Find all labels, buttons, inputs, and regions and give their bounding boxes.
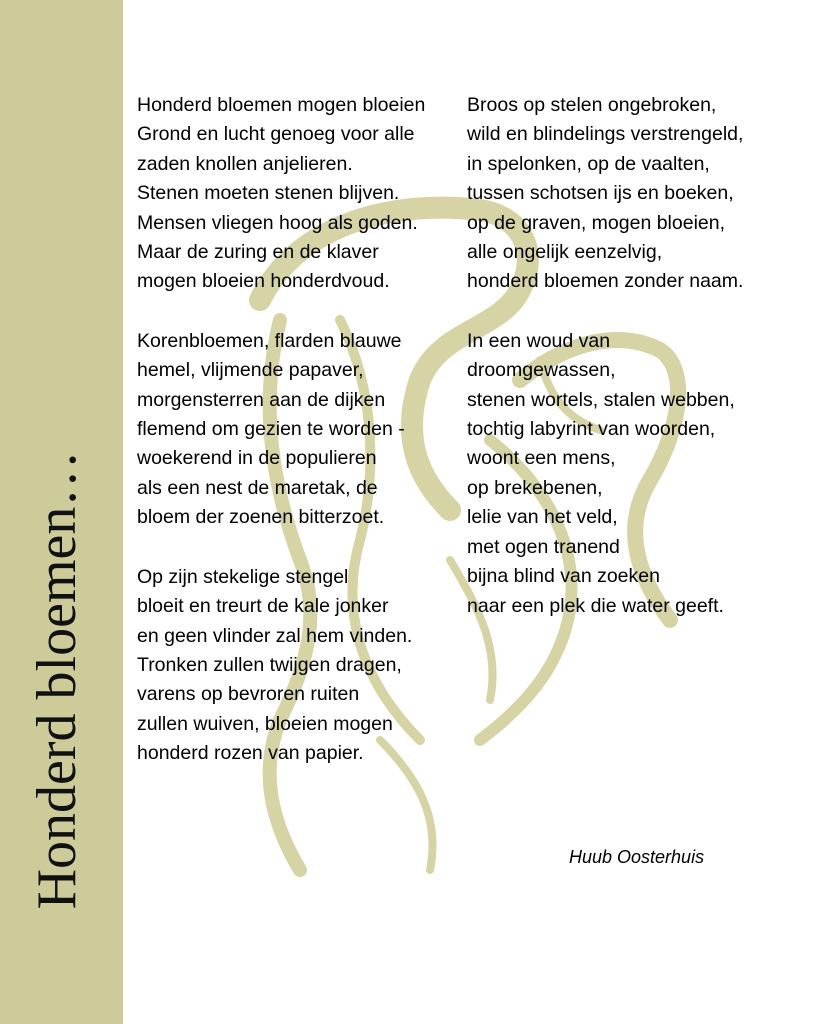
poem-line: en geen vlinder zal hem vinden. — [137, 624, 413, 647]
poem-line: in spelonken, op de vaalten, — [467, 152, 710, 175]
poem-line: op brekebenen, — [467, 476, 603, 499]
stanza — [137, 91, 462, 297]
stanza — [137, 327, 462, 533]
poem-line: Broos op stelen ongebroken, — [467, 94, 717, 116]
poem-line: met ogen tranend — [467, 535, 620, 558]
poem-line: op de graven, mogen bloeien, — [467, 211, 726, 234]
poem-line: bijna blind van zoeken — [467, 565, 660, 588]
poem-line: bloem der zoenen bitterzoet. — [137, 506, 385, 529]
poem-line: wild en blindelings verstrengeld, — [467, 123, 744, 146]
poem-line: Maar de zuring en de klaver — [137, 241, 379, 264]
poem-line: Tronken zullen twijgen dragen, — [137, 653, 402, 676]
poem-line: honderd bloemen zonder naam. — [467, 270, 744, 293]
right-column — [467, 91, 797, 651]
poem-line: woont een mens, — [467, 447, 616, 470]
poem-line: naar een plek die water geeft. — [467, 594, 724, 617]
poem-line: Korenbloemen, flarden blauwe — [137, 329, 402, 352]
poem-line: alle ongelijk eenzelvig, — [467, 241, 663, 264]
poem-line: Stenen moeten stenen blijven. — [137, 182, 400, 205]
poem-line: als een nest de maretak, de — [137, 476, 378, 499]
poem-line: varens op bevroren ruiten — [137, 683, 360, 706]
poem-line: Op zijn stekelige stengel — [137, 565, 349, 588]
poem-line: mogen bloeien honderdvoud. — [137, 270, 390, 293]
author-name: Huub Oosterhuis — [569, 847, 705, 867]
poem-line: tussen schotsen ijs en boeken, — [467, 182, 734, 205]
poem-line: honderd rozen van papier. — [137, 742, 364, 765]
stanza — [467, 91, 797, 297]
poem-line: zaden knollen anjelieren. — [137, 152, 353, 175]
poem-line: droomgewassen, — [467, 359, 616, 382]
poem-title: Honderd bloemen… — [26, 450, 88, 910]
poem-line: zullen wuiven, bloeien mogen — [137, 712, 393, 735]
poem-line: Honderd bloemen mogen bloeien — [137, 94, 426, 116]
poem-line: flemend om gezien te worden - — [137, 418, 405, 441]
poem-line: Mensen vliegen hoog als goden. — [137, 211, 418, 234]
left-column — [137, 91, 462, 799]
poem-line: hemel, vlijmende papaver, — [137, 359, 364, 382]
poem-line: Grond en lucht genoeg voor alle — [137, 123, 415, 146]
stanza — [467, 327, 797, 621]
poem-line: lelie van het veld, — [467, 506, 618, 529]
poem-line: In een woud van — [467, 329, 611, 352]
stanza — [137, 563, 462, 769]
poem-line: stenen wortels, stalen webben, — [467, 388, 735, 411]
poem-line: morgensterren aan de dijken — [137, 388, 386, 411]
poem-line: bloeit en treurt de kale jonker — [137, 595, 389, 618]
poem-line: tochtig labyrint van woorden, — [467, 418, 716, 441]
poem-line: woekerend in de populieren — [137, 447, 377, 470]
